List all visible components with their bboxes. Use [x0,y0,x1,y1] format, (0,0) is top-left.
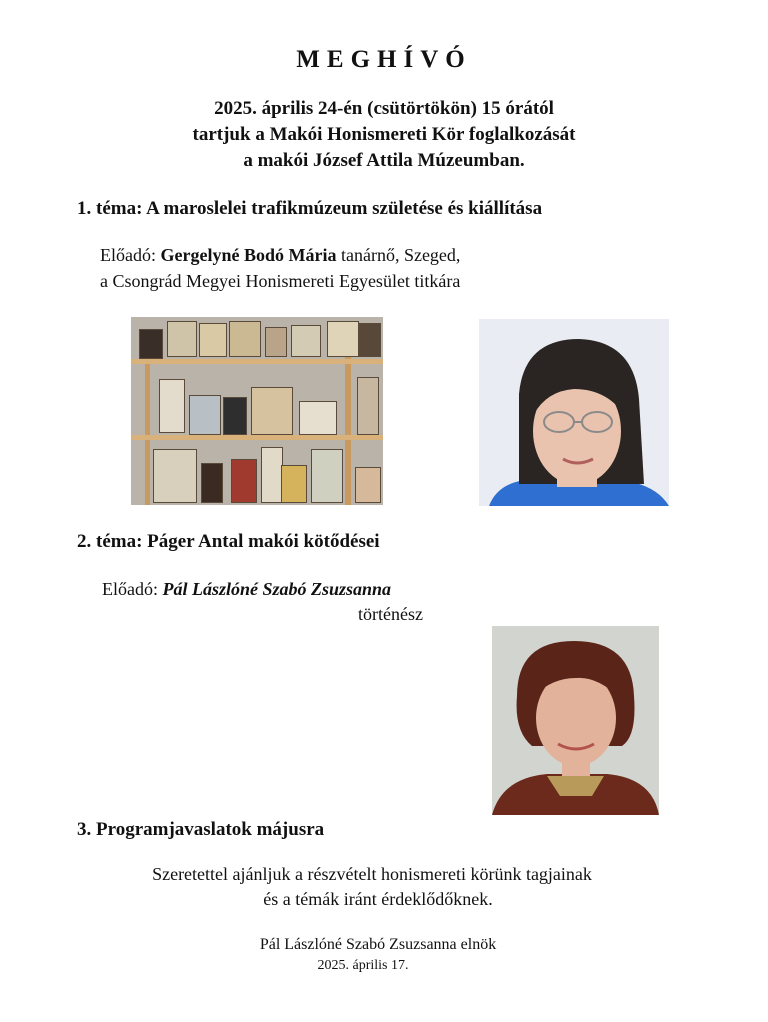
intro-line-1: 2025. április 24-én (csütörtökön) 15 órától [214,98,554,119]
topic-3-heading: 3. Programjavaslatok májusra [77,819,325,840]
presenter-1-portrait [479,319,669,506]
topic-1-heading: 1. téma: A maroslelei trafikmúzeum születése és kiállítása [77,198,543,219]
topic-2-heading: 2. téma: Páger Antal makói kötődései [77,531,380,552]
presenter-name: Pál Lászlóné Szabó Zsuzsanna [162,579,392,599]
closing-text-1: Szeretettel ajánljuk a részvételt honismereti körünk tagjainak [152,864,592,884]
signature-name: Pál Lászlóné Szabó Zsuzsanna elnök [259,936,497,953]
page-title: MEGHÍVÓ [296,46,472,73]
topic-2-presenter-role: történész [358,604,423,624]
signature-date: 2025. április 17. [317,958,409,973]
presenter-label: Előadó: [100,245,161,265]
topic-1-presenter [100,245,460,266]
presenter-label: Előadó: [102,579,163,599]
topic-1-presenter-role-2: a Csongrád Megyei Honismereti Egyesület titkára [100,271,461,291]
presenter-role: tanárnő, Szeged, [336,245,461,265]
intro-line-3: a makói József Attila Múzeumban. [243,150,525,171]
topic-2-presenter [102,579,391,600]
closing-text-2: és a témák iránt érdeklődőknek. [263,889,493,909]
presenter-2-portrait [492,626,659,815]
museum-exhibit-photo [131,317,383,505]
presenter-name: Gergelyné Bodó Mária [160,245,337,265]
intro-line-2: tartjuk a Makói Honismereti Kör foglalkozását [192,124,576,145]
